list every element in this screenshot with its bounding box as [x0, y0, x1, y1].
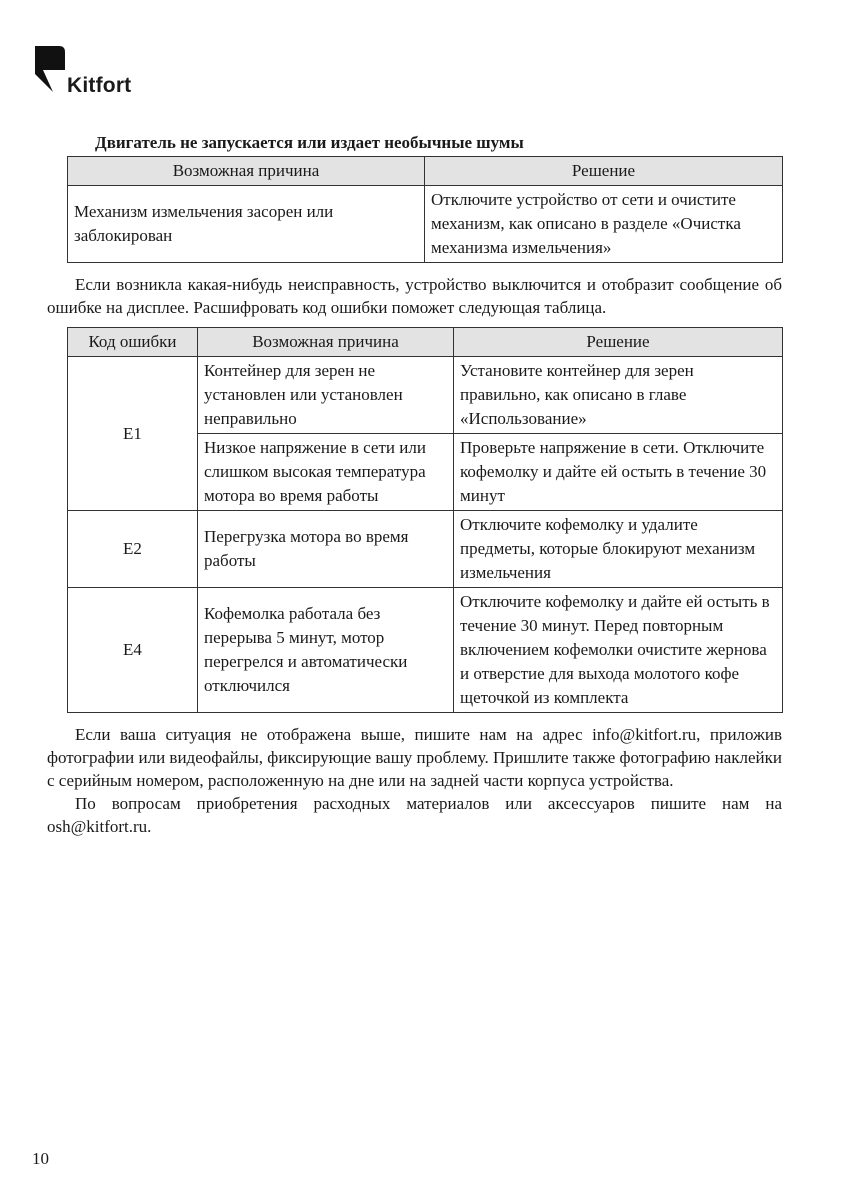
table-row — [68, 357, 783, 434]
cause-cell: Контейнер для зерен не установлен или установлен неправильно — [198, 357, 454, 434]
error-code-cell: E2 — [68, 511, 198, 588]
cause-cell: Механизм измельчения засорен или заблокирован — [68, 186, 425, 263]
solution-cell: Отключите кофемолку и удалите предметы, которые блокируют механизм измельчения — [454, 511, 783, 588]
cause-cell: Перегрузка мотора во время работы — [198, 511, 454, 588]
header-error-code: Код ошибки — [68, 328, 198, 357]
motor-troubleshooting-table — [67, 156, 783, 263]
page-content — [47, 132, 782, 838]
cause-cell: Низкое напряжение в сети или слишком высокая температура мотора во время работы — [198, 434, 454, 511]
section-title: Двигатель не запускается или издает необычные шумы — [95, 133, 524, 152]
table-row — [68, 511, 783, 588]
accessories-paragraph: По вопросам приобретения расходных материалов или аксессуаров пишите нам на osh@kitfort.ru. — [47, 794, 782, 836]
cause-cell: Кофемолка работала без перерыва 5 минут, мотор перегрелся и автоматически отключился — [198, 588, 454, 713]
header-solution: Решение — [425, 157, 783, 186]
error-codes-table — [67, 327, 783, 713]
contact-paragraph: Если ваша ситуация не отображена выше, пишите нам на адрес info@kitfort.ru, приложив фотографии или видеофайлы, фиксирующие вашу проблему. Пришлите также фотографию наклейки с серийным номером, расположенную на дне или на задней части корпуса устройства. — [47, 725, 782, 790]
page-number: 10 — [32, 1149, 49, 1168]
kitfort-logo-icon — [33, 44, 67, 94]
table-row — [68, 186, 783, 263]
solution-cell: Проверьте напряжение в сети. Отключите кофемолку и дайте ей остыть в течение 30 минут — [454, 434, 783, 511]
solution-cell: Отключите устройство от сети и очистите механизм, как описано в разделе «Очистка механизма измельчения» — [425, 186, 783, 263]
brand-logo — [33, 44, 143, 98]
solution-cell: Отключите кофемолку и дайте ей остыть в течение 30 минут. Перед повторным включением кофемолки очистите жернова и отверстие для выхода молотого кофе щеточкой из комплекта — [454, 588, 783, 713]
table-row — [68, 588, 783, 713]
solution-cell: Установите контейнер для зерен правильно, как описано в главе «Использование» — [454, 357, 783, 434]
header-cause: Возможная причина — [68, 157, 425, 186]
table-header-row — [68, 157, 783, 186]
header-solution: Решение — [454, 328, 783, 357]
error-code-cell: E1 — [68, 357, 198, 511]
header-cause: Возможная причина — [198, 328, 454, 357]
table-header-row — [68, 328, 783, 357]
error-code-cell: E4 — [68, 588, 198, 713]
intro-paragraph: Если возникла какая-нибудь неисправность, устройство выключится и отобразит сообщение об ошибке на дисплее. Расшифровать код ошибки поможет следующая таблица. — [47, 275, 782, 317]
brand-name: Kitfort — [67, 74, 132, 97]
